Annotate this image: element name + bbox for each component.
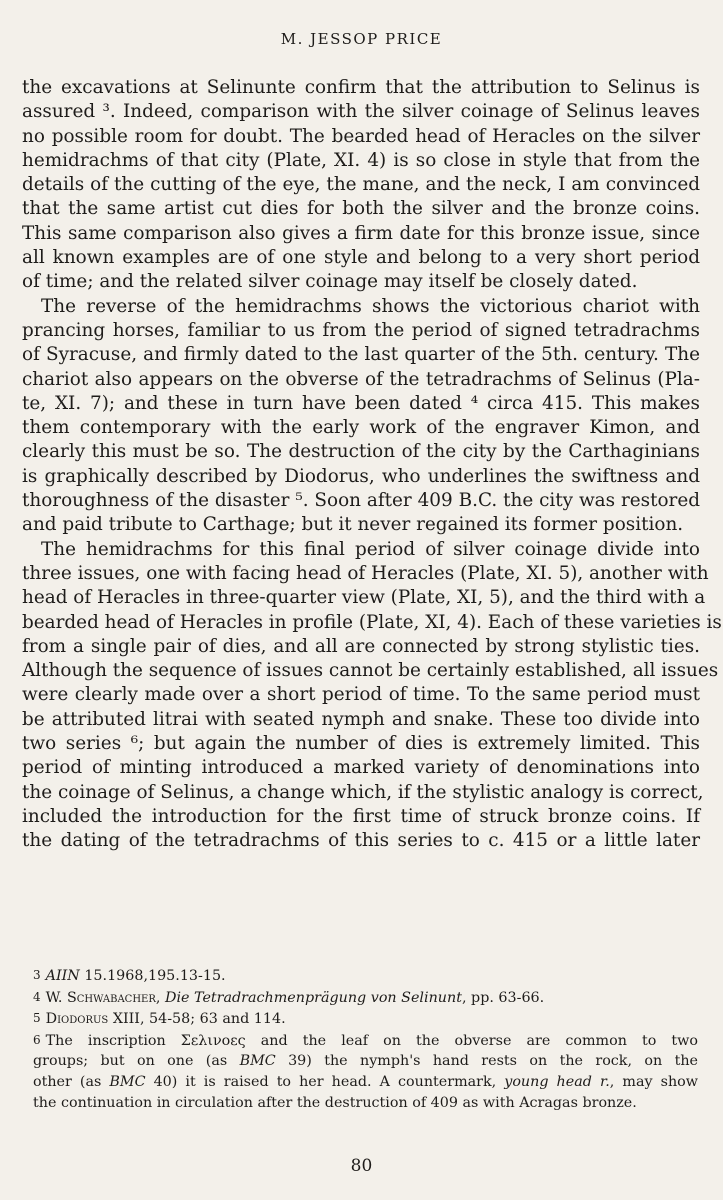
body-line: Although the sequence of issues cannot be certainly established, all issues xyxy=(22,660,719,682)
footnote-text: AIIN xyxy=(45,968,80,984)
body-line: hemidrachms of that city (Plate, XI. 4) is so close in style that from the xyxy=(22,149,700,171)
footnote-text: young head r. xyxy=(504,1073,610,1090)
footnote-text: and the leaf on the obverse are common to two xyxy=(245,1032,698,1049)
footnotes xyxy=(33,965,698,1113)
footnote-line xyxy=(33,1051,698,1072)
body-line: two series ⁶; but again the number of dies is extremely limited. This xyxy=(22,733,700,755)
body-line: details of the cutting of the eye, the mane, and the neck, I am convinced xyxy=(22,174,700,196)
footnote-text: Diodorus xyxy=(45,1011,109,1028)
footnote-text: 15.1968,195.13-15. xyxy=(79,968,226,984)
footnote-number: 4 xyxy=(33,989,41,1004)
body-line: them contemporary with the early work of the engraver Kimon, and xyxy=(22,417,700,439)
body-text xyxy=(22,76,722,854)
body-line: clearly this must be so. The destruction of the city by the Carthaginians xyxy=(22,441,700,463)
body-line: te, XI. 7); and these in turn have been dated ⁴ circa 415. This makes xyxy=(22,392,700,414)
footnote-text: , pp. 63-66. xyxy=(461,989,545,1006)
body-line: the excavations at Selinunte confirm that the attribution to Selinus is xyxy=(22,77,700,98)
footnote-line xyxy=(33,1093,698,1114)
footnote-text: the continuation in circulation after the destruction of 409 as with Acragas bronze. xyxy=(33,1094,637,1111)
body-line: from a single pair of dies, and all are connected by strong stylistic ties. xyxy=(22,635,700,657)
body-line: This same comparison also gives a firm date for this bronze issue, since xyxy=(22,222,700,244)
body-line: were clearly made over a short period of time. To the same period must xyxy=(22,684,700,706)
body-line: The reverse of the hemidrachms shows the victorious chariot with xyxy=(41,295,700,317)
footnote-text: 39) the nymph's hand rests on the rock, on the xyxy=(275,1053,698,1070)
body-line: head of Heracles in three-quarter view (Plate, XI, 5), and the third with a xyxy=(22,587,706,609)
footnote-line xyxy=(33,987,698,1009)
body-line: three issues, one with facing head of Heracles (Plate, XI. 5), another with xyxy=(22,562,709,584)
footnote-text: BMC xyxy=(239,1053,276,1070)
footnote-text: , xyxy=(155,989,165,1006)
body-line: of time; and the related silver coinage may itself be closely dated. xyxy=(22,271,638,293)
body-line: be attributed litrai with seated nymph and snake. These too divide into xyxy=(22,708,700,730)
footnote-text: BMC xyxy=(109,1073,146,1090)
footnote-text: The inscription xyxy=(45,1032,181,1049)
body-line: bearded head of Heracles in profile (Plate, XI, 4). Each of these varieties is xyxy=(22,611,722,633)
body-line: assured ³. Indeed, comparison with the silver coinage of Selinus leaves xyxy=(22,101,700,123)
footnote-line xyxy=(33,1030,698,1052)
body-line: no possible room for doubt. The bearded head of Heracles on the silver xyxy=(22,125,700,147)
footnote-number: 6 xyxy=(33,1032,41,1047)
footnote-text: W. xyxy=(45,989,67,1006)
footnote-line xyxy=(33,965,698,987)
body-line: thoroughness of the disaster ⁵. Soon after 409 B.C. the city was restored xyxy=(22,490,700,512)
running-head: M. JESSOP PRICE xyxy=(280,30,443,48)
footnote-text: XIII, 54-58; 63 and 114. xyxy=(108,1011,286,1028)
body-line: included the introduction for the first time of struck bronze coins. If xyxy=(22,805,700,827)
footnote-text: Σελινοες xyxy=(180,1032,246,1049)
body-line: the dating of the tetradrachms of this series to c. 415 or a little later xyxy=(22,830,700,852)
page-number: 80 xyxy=(350,1156,373,1176)
body-line: chariot also appears on the obverse of the tetradrachms of Selinus (Pla- xyxy=(22,368,700,390)
body-line: is graphically described by Diodorus, who underlines the swiftness and xyxy=(22,465,700,487)
footnote-text: Schwabacher xyxy=(66,989,156,1006)
footnote-line xyxy=(33,1072,698,1093)
footnote-text: Die Tetradrachmenprägung von Selinunt xyxy=(164,989,462,1006)
body-line: that the same artist cut dies for both the silver and the bronze coins. xyxy=(22,198,700,220)
body-line: the coinage of Selinus, a change which, if the stylistic analogy is correct, xyxy=(22,781,704,803)
body-line: all known examples are of one style and belong to a very short period xyxy=(22,247,700,269)
footnote-text: other (as xyxy=(33,1073,110,1090)
body-line: The hemidrachms for this final period of silver coinage divide into xyxy=(41,538,700,560)
footnote-text: , may show xyxy=(609,1073,698,1090)
footnote-number: 5 xyxy=(33,1011,41,1026)
body-line: and paid tribute to Carthage; but it never regained its former position. xyxy=(22,514,684,536)
body-line: period of minting introduced a marked variety of denominations into xyxy=(22,757,700,779)
footnote-text: 40) it is raised to her head. A countermark, xyxy=(145,1073,505,1090)
body-line: prancing horses, familiar to us from the period of signed tetradrachms xyxy=(22,319,700,341)
body-line: of Syracuse, and firmly dated to the last quarter of the 5th. century. The xyxy=(22,344,700,366)
footnote-number: 3 xyxy=(33,968,41,982)
footnote-line xyxy=(33,1008,698,1030)
footnote-text: groups; but on one (as xyxy=(33,1053,240,1070)
